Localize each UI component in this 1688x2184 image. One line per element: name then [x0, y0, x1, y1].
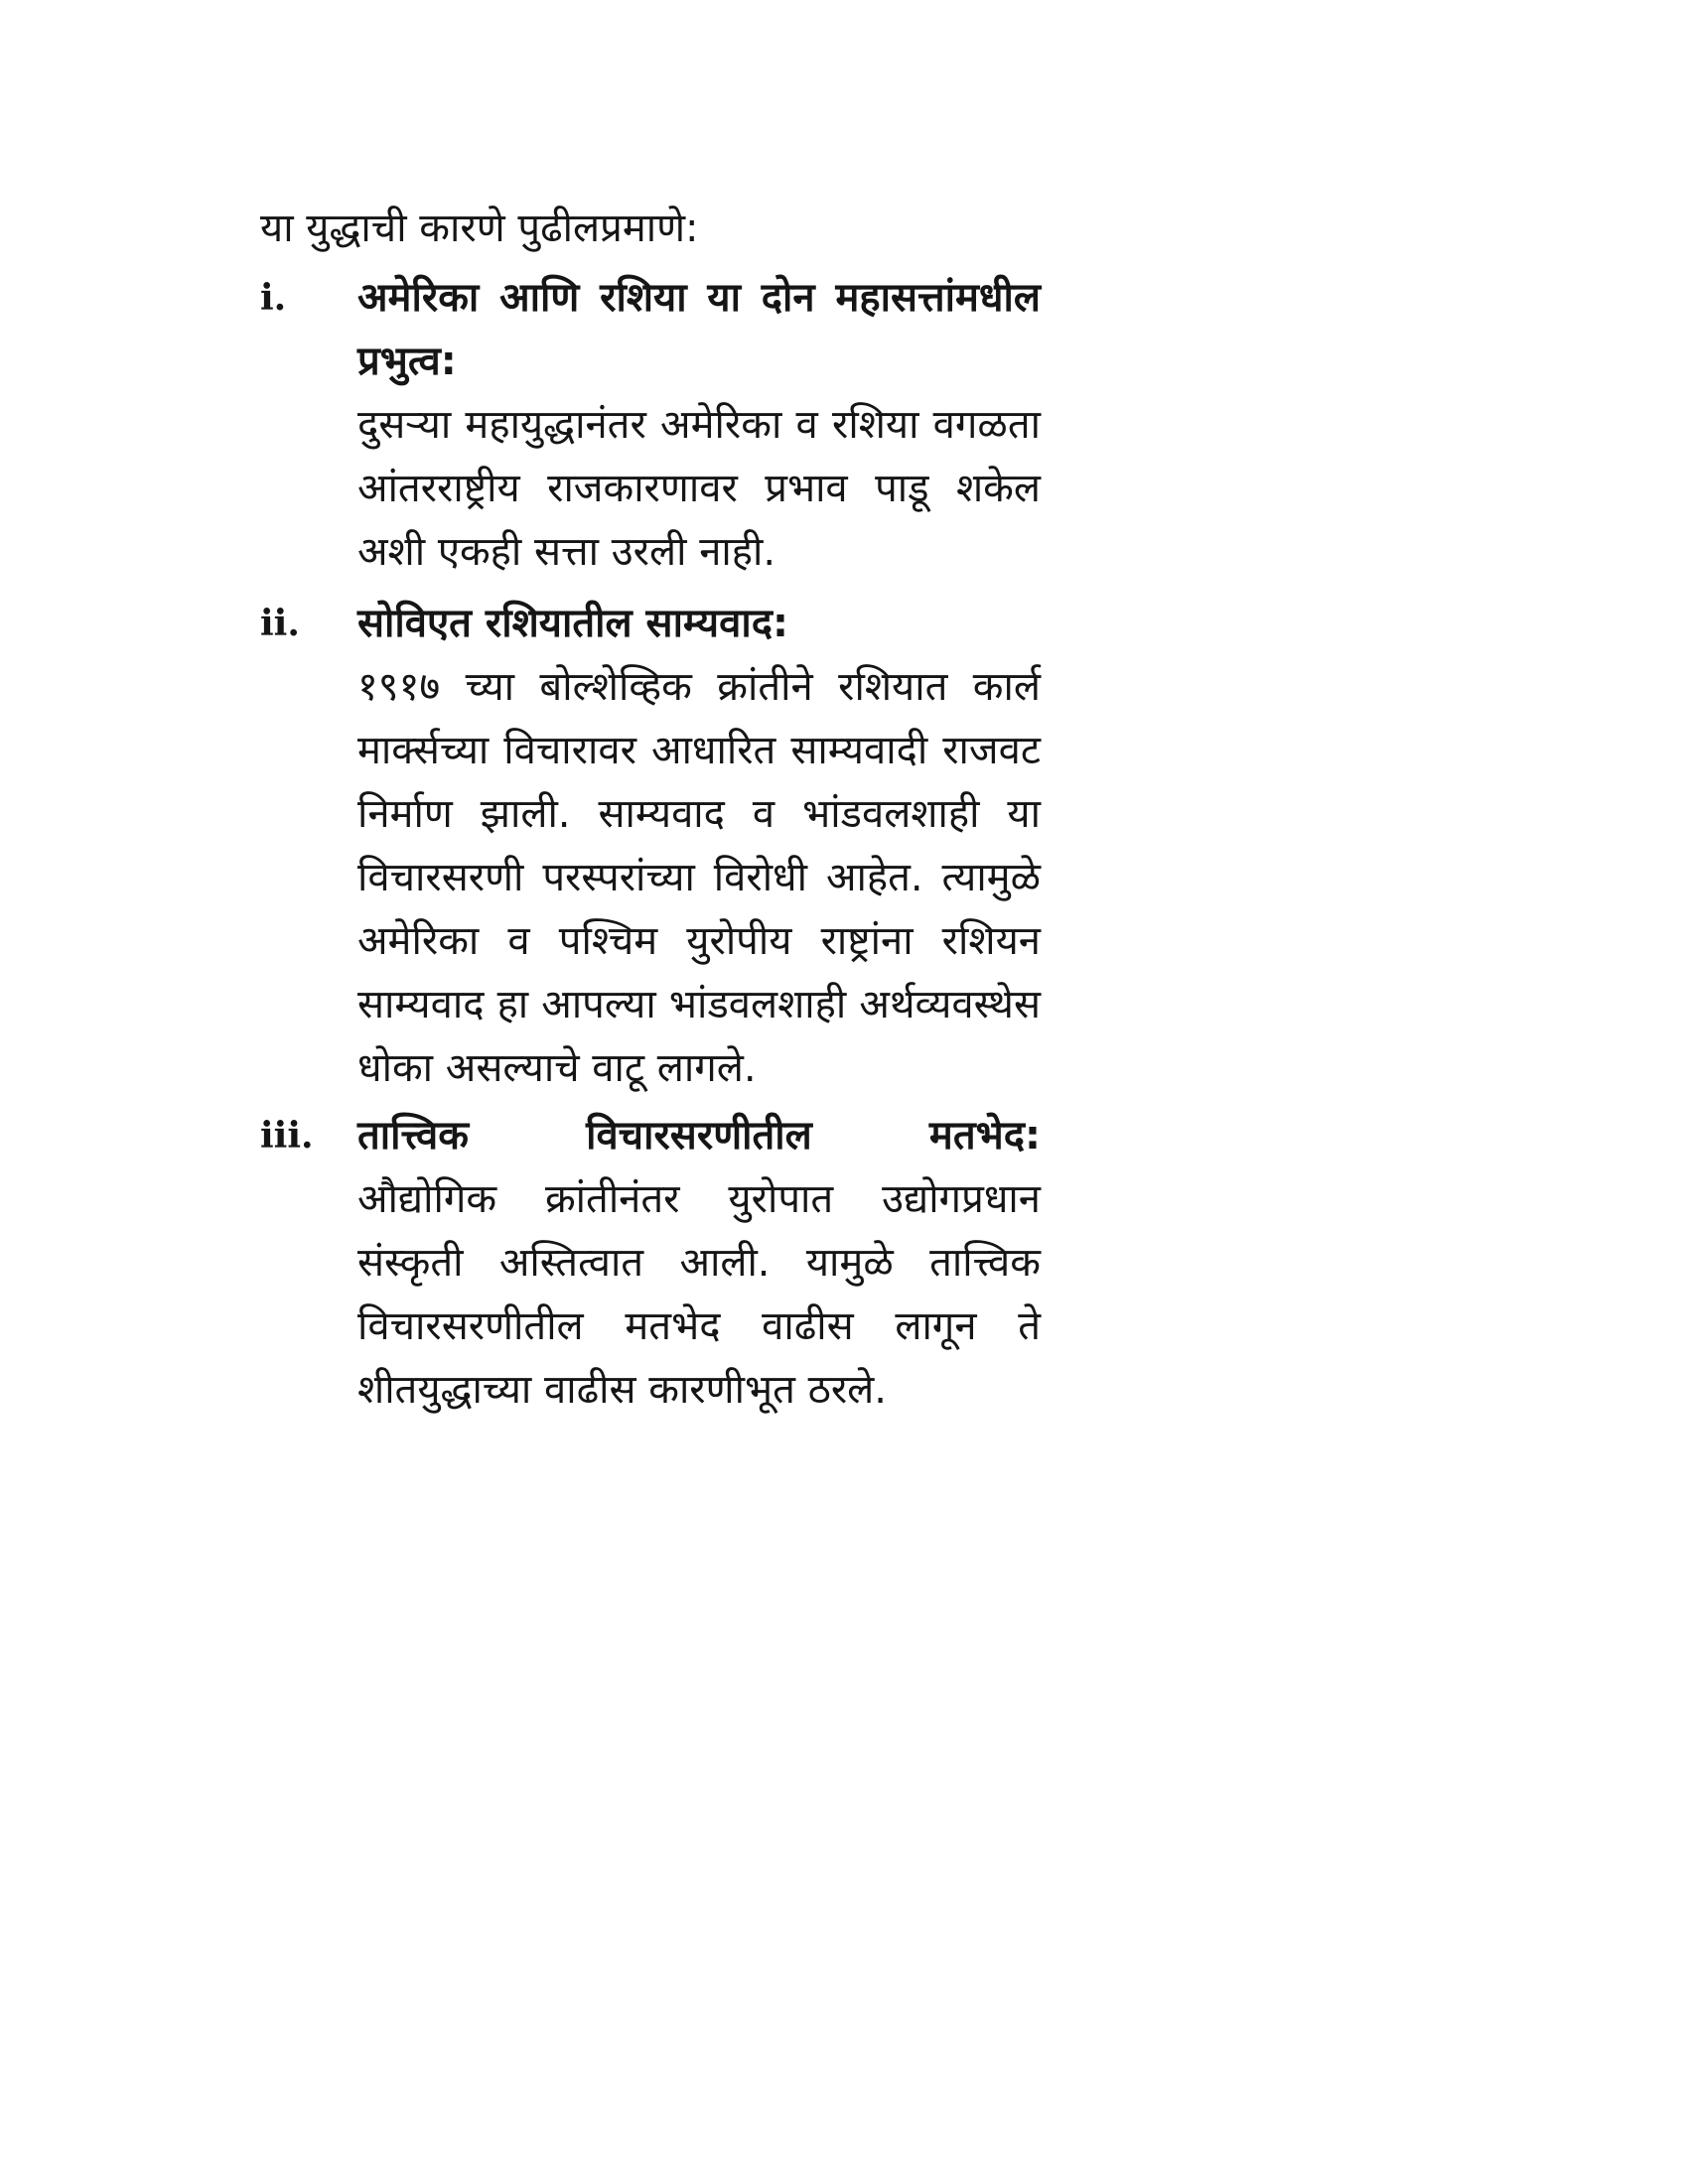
item-paragraph: औद्योगिक क्रांतीनंतर युरोपात उद्योगप्रधान संस्कृती अस्तित्वात आली. यामुळे तात्त्विक विचारसरणीतील मतभेद वाढीस लागून ते शीतयुद्धाच्या वाढीस कारणीभूत ठरले. [357, 1176, 1041, 1413]
item-heading: अमेरिका आणि रशिया या दोन महासत्तांमधील प्रभुत्व: [357, 275, 1041, 384]
item-body [357, 266, 1041, 584]
item-number: iii. [260, 1115, 314, 1157]
item-heading: तात्त्विक विचारसरणीतील मतभेद: [357, 1113, 1041, 1159]
item-body [357, 592, 1041, 1100]
item-body [357, 1104, 1041, 1422]
item-paragraph: दुसऱ्या महायुद्धानंतर अमेरिका व रशिया वगळता आंतरराष्ट्रीय राजकारणावर प्रभाव पाडू शकेल अशी एकही सत्ता उरली नाही. [357, 402, 1041, 575]
item-number: ii. [260, 603, 300, 644]
intro-line: या युद्धाची कारणे पुढीलप्रमाणे: [260, 205, 699, 251]
item-heading: सोविएत रशियातील साम्यवाद: [357, 601, 788, 646]
item-paragraph: १९१७ च्या बोल्शेव्हिक क्रांतीने रशियात कार्ल मार्क्सच्या विचारावर आधारित साम्यवादी राजवट निर्माण झाली. साम्यवाद व भांडवलशाही या विचारसरणी परस्परांच्या विरोधी आहेत. त्यामुळे अमेरिका व पश्चिम युरोपीय राष्ट्रांना रशियन साम्यवाद हा आपल्या भांडवलशाही अर्थव्यवस्थेस धोका असल्याचे वाटू लागले. [357, 664, 1041, 1091]
item-number: i. [260, 277, 287, 319]
